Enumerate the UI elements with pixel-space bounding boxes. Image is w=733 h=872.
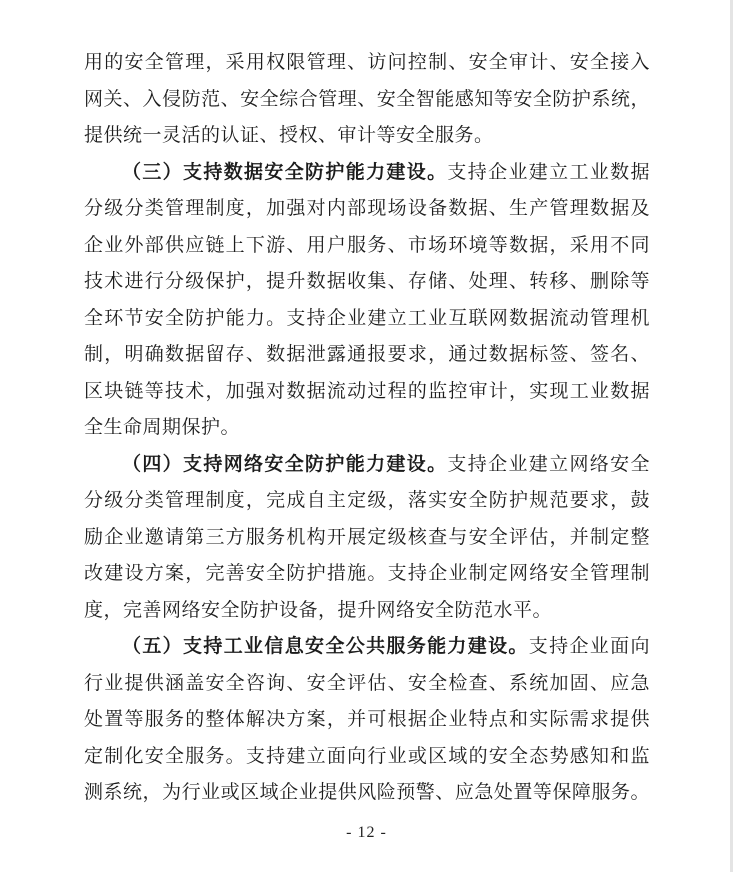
text-line: 励企业邀请第三方服务机构开展定级核查与安全评估，并制定整 — [84, 526, 650, 548]
section-3-heading: （三）支持数据安全防护能力建设。 — [122, 161, 448, 183]
page-number: - 12 - — [346, 824, 387, 841]
text-line: 制，明确数据留存、数据泄露通报要求，通过数据标签、签名、 — [84, 344, 650, 365]
text-line: 全环节安全防护能力。支持企业建立工业互联网数据流动管理机 — [84, 307, 650, 329]
text-line: 企业外部供应链上下游、用户服务、市场环境等数据，采用不同 — [84, 234, 650, 256]
section-heading-line — [84, 629, 650, 666]
text-line: 技术进行分级保护，提升数据收集、存储、处理、转移、删除等 — [84, 271, 650, 292]
document-body — [84, 0, 650, 812]
text-line: 行业提供涵盖安全咨询、安全评估、安全检查、系统加固、应急 — [84, 672, 650, 694]
section-3-heading-rest: 支持企业建立工业数据 — [447, 161, 650, 183]
text-line: 定制化安全服务。支持建立面向行业或区域的安全态势感知和监 — [84, 745, 650, 767]
text-line: 区块链等技术，加强对数据流动过程的监控审计，实现工业数据 — [84, 380, 650, 402]
text-line: 用的安全管理，采用权限管理、访问控制、安全审计、安全接入 — [84, 52, 650, 73]
text-line: 全生命周期保护。 — [84, 417, 241, 438]
text-line: 处置等服务的整体解决方案，并可根据企业特点和实际需求提供 — [84, 709, 650, 730]
text-line: 网关、入侵防范、安全综合管理、安全智能感知等安全防护系统， — [84, 88, 650, 110]
text-line: 提供统一灵活的认证、授权、审计等安全服务。 — [84, 125, 494, 146]
text-line: 度，完善网络安全防护设备，提升网络安全防范水平。 — [84, 599, 553, 621]
section-5-heading: （五）支持工业信息安全公共服务能力建设。 — [122, 636, 529, 657]
section-heading-line — [84, 447, 650, 484]
text-line: 改建设方案，完善安全防护措施。支持企业制定网络安全管理制 — [84, 563, 650, 584]
text-line: 分级分类管理制度，加强对内部现场设备数据、生产管理数据及 — [84, 198, 650, 219]
section-4-heading: （四）支持网络安全防护能力建设。 — [122, 453, 448, 475]
section-5-heading-rest: 支持企业面向 — [528, 636, 650, 657]
text-line: 分级分类管理制度，完成自主定级，落实安全防护规范要求，鼓 — [84, 490, 650, 511]
section-heading-line — [84, 155, 650, 192]
text-line: 测系统，为行业或区域企业提供风险预警、应急处置等保障服务。 — [84, 782, 650, 803]
section-4-heading-rest: 支持企业建立网络安全 — [447, 453, 650, 475]
